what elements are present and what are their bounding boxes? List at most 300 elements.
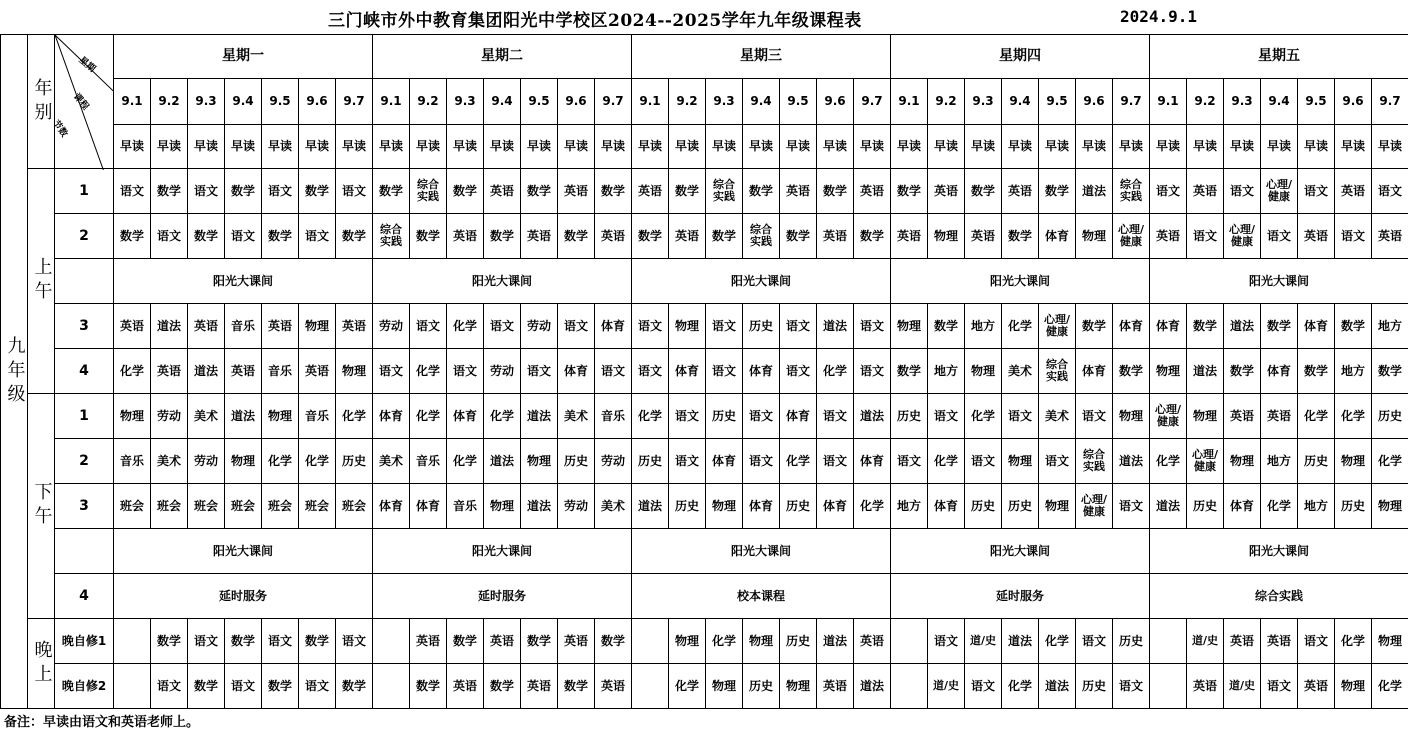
subject-cell: 数学 bbox=[558, 214, 595, 259]
morning-read-cell: 早读 bbox=[1298, 125, 1335, 169]
subject-cell: 道法 bbox=[854, 394, 891, 439]
subject-cell: 语文 bbox=[854, 304, 891, 349]
date-cell: 9.1 bbox=[632, 79, 669, 125]
subject-cell: 英语 bbox=[891, 214, 928, 259]
subject-cell: 英语 bbox=[1372, 214, 1408, 259]
date-cell: 9.5 bbox=[1039, 79, 1076, 125]
subject-cell: 化学 bbox=[928, 439, 965, 484]
subject-cell: 班会 bbox=[151, 484, 188, 529]
subject-cell: 综合实践 bbox=[373, 214, 410, 259]
subject-cell: 劳动 bbox=[484, 349, 521, 394]
subject-cell: 物理 bbox=[225, 439, 262, 484]
morning-read-cell: 早读 bbox=[1150, 125, 1187, 169]
subject-cell: 英语 bbox=[447, 214, 484, 259]
subject-cell: 地方 bbox=[1261, 439, 1298, 484]
subject-cell: 数学 bbox=[262, 214, 299, 259]
subject-cell: 语文 bbox=[891, 439, 928, 484]
break-cell: 阳光大课间 bbox=[1150, 259, 1408, 304]
subject-cell: 体育 bbox=[373, 484, 410, 529]
morning-read-cell: 早读 bbox=[1002, 125, 1039, 169]
subject-cell: 语文 bbox=[965, 664, 1002, 709]
subject-cell: 历史 bbox=[891, 394, 928, 439]
section-am: 上午 bbox=[28, 169, 55, 394]
subject-cell bbox=[373, 619, 410, 664]
morning-read-cell: 早读 bbox=[336, 125, 373, 169]
subject-cell: 语文 bbox=[1076, 619, 1113, 664]
subject-cell: 心理/健康 bbox=[1076, 484, 1113, 529]
subject-cell: 美术 bbox=[188, 394, 225, 439]
morning-read-cell: 早读 bbox=[928, 125, 965, 169]
subject-cell: 化学 bbox=[484, 394, 521, 439]
subject-cell: 数学 bbox=[1224, 349, 1261, 394]
subject-cell: 化学 bbox=[965, 394, 1002, 439]
grade-column-label: 年别 bbox=[28, 34, 55, 169]
subject-cell: 物理 bbox=[1113, 394, 1150, 439]
date-cell: 9.2 bbox=[1187, 79, 1224, 125]
subject-cell: 物理 bbox=[336, 349, 373, 394]
morning-read-cell: 早读 bbox=[1039, 125, 1076, 169]
subject-cell: 数学 bbox=[558, 664, 595, 709]
period-label: 晚自修2 bbox=[55, 664, 114, 709]
subject-cell: 语文 bbox=[928, 619, 965, 664]
subject-cell: 体育 bbox=[854, 439, 891, 484]
subject-cell: 班会 bbox=[299, 484, 336, 529]
date-cell: 9.4 bbox=[225, 79, 262, 125]
date-cell: 9.5 bbox=[262, 79, 299, 125]
subject-cell: 数学 bbox=[817, 169, 854, 214]
subject-cell: 音乐 bbox=[410, 439, 447, 484]
corner-period-label: 节数 bbox=[50, 118, 69, 140]
period-label: 晚自修1 bbox=[55, 619, 114, 664]
subject-cell: 英语 bbox=[1335, 169, 1372, 214]
subject-cell: 英语 bbox=[928, 169, 965, 214]
date-cell: 9.1 bbox=[891, 79, 928, 125]
subject-cell: 地方 bbox=[1298, 484, 1335, 529]
subject-cell: 英语 bbox=[558, 619, 595, 664]
date-cell: 9.4 bbox=[1261, 79, 1298, 125]
subject-cell: 语文 bbox=[410, 304, 447, 349]
subject-cell: 数学 bbox=[410, 664, 447, 709]
subject-cell: 物理 bbox=[1372, 619, 1408, 664]
morning-read-cell: 早读 bbox=[1113, 125, 1150, 169]
subject-cell: 数学 bbox=[928, 304, 965, 349]
subject-cell: 英语 bbox=[262, 304, 299, 349]
schedule-date: 2024.9.1 bbox=[1120, 7, 1198, 26]
subject-cell: 体育 bbox=[780, 394, 817, 439]
subject-cell: 综合实践 bbox=[1076, 439, 1113, 484]
subject-cell: 英语 bbox=[1298, 214, 1335, 259]
subject-cell: 体育 bbox=[595, 304, 632, 349]
break-cell: 阳光大课间 bbox=[114, 259, 373, 304]
subject-cell: 语文 bbox=[151, 214, 188, 259]
subject-cell: 历史 bbox=[632, 439, 669, 484]
subject-cell: 数学 bbox=[114, 214, 151, 259]
subject-cell: 美术 bbox=[558, 394, 595, 439]
subject-cell: 道法 bbox=[817, 619, 854, 664]
subject-cell: 道/史 bbox=[1187, 619, 1224, 664]
break-cell: 阳光大课间 bbox=[632, 259, 891, 304]
subject-cell: 语文 bbox=[1372, 169, 1408, 214]
subject-cell: 数学 bbox=[854, 214, 891, 259]
subject-cell: 物理 bbox=[669, 304, 706, 349]
morning-read-cell: 早读 bbox=[1335, 125, 1372, 169]
date-cell: 9.6 bbox=[1335, 79, 1372, 125]
subject-cell: 数学 bbox=[188, 664, 225, 709]
morning-read-cell: 早读 bbox=[1187, 125, 1224, 169]
date-cell: 9.4 bbox=[484, 79, 521, 125]
subject-cell: 英语 bbox=[854, 619, 891, 664]
subject-cell: 班会 bbox=[262, 484, 299, 529]
subject-cell: 历史 bbox=[780, 619, 817, 664]
subject-cell: 语文 bbox=[780, 349, 817, 394]
subject-cell: 历史 bbox=[669, 484, 706, 529]
subject-cell: 历史 bbox=[1335, 484, 1372, 529]
subject-cell: 化学 bbox=[114, 349, 151, 394]
morning-read-cell: 早读 bbox=[669, 125, 706, 169]
subject-cell: 地方 bbox=[891, 484, 928, 529]
subject-cell: 语文 bbox=[299, 214, 336, 259]
activity-cell: 校本课程 bbox=[632, 574, 891, 619]
subject-cell: 数学 bbox=[1039, 169, 1076, 214]
subject-cell: 英语 bbox=[1150, 214, 1187, 259]
subject-cell: 数学 bbox=[632, 214, 669, 259]
break-cell: 阳光大课间 bbox=[373, 529, 632, 574]
subject-cell: 数学 bbox=[891, 349, 928, 394]
morning-read-cell: 早读 bbox=[484, 125, 521, 169]
subject-cell bbox=[891, 664, 928, 709]
subject-cell: 英语 bbox=[484, 169, 521, 214]
subject-cell: 物理 bbox=[1335, 439, 1372, 484]
subject-cell: 物理 bbox=[1224, 439, 1261, 484]
subject-cell: 道法 bbox=[632, 484, 669, 529]
morning-read-cell: 早读 bbox=[558, 125, 595, 169]
subject-cell: 数学 bbox=[151, 619, 188, 664]
morning-read-cell: 早读 bbox=[743, 125, 780, 169]
subject-cell: 语文 bbox=[262, 169, 299, 214]
subject-cell: 美术 bbox=[1039, 394, 1076, 439]
subject-cell: 语文 bbox=[1113, 664, 1150, 709]
subject-cell: 语文 bbox=[595, 349, 632, 394]
date-cell: 9.6 bbox=[558, 79, 595, 125]
subject-cell: 劳动 bbox=[373, 304, 410, 349]
subject-cell: 英语 bbox=[484, 619, 521, 664]
morning-read-cell: 早读 bbox=[854, 125, 891, 169]
subject-cell: 语文 bbox=[1187, 214, 1224, 259]
subject-cell: 劳动 bbox=[558, 484, 595, 529]
subject-cell: 数学 bbox=[1113, 349, 1150, 394]
subject-cell: 语文 bbox=[262, 619, 299, 664]
period-label: 3 bbox=[55, 304, 114, 349]
subject-cell: 化学 bbox=[410, 349, 447, 394]
subject-cell: 体育 bbox=[1261, 349, 1298, 394]
subject-cell: 语文 bbox=[521, 349, 558, 394]
subject-cell: 心理/健康 bbox=[1150, 394, 1187, 439]
subject-cell: 数学 bbox=[1298, 349, 1335, 394]
date-cell: 9.3 bbox=[1224, 79, 1261, 125]
subject-cell: 道法 bbox=[151, 304, 188, 349]
subject-cell: 化学 bbox=[1335, 394, 1372, 439]
subject-cell: 英语 bbox=[1224, 619, 1261, 664]
subject-cell: 语文 bbox=[1298, 169, 1335, 214]
morning-read-cell: 早读 bbox=[1372, 125, 1408, 169]
subject-cell: 地方 bbox=[965, 304, 1002, 349]
subject-cell: 英语 bbox=[410, 619, 447, 664]
subject-cell bbox=[114, 664, 151, 709]
subject-cell: 道法 bbox=[1187, 349, 1224, 394]
morning-read-cell: 早读 bbox=[780, 125, 817, 169]
break-cell: 阳光大课间 bbox=[632, 529, 891, 574]
date-cell: 9.4 bbox=[1002, 79, 1039, 125]
subject-cell: 物理 bbox=[891, 304, 928, 349]
subject-cell: 物理 bbox=[706, 484, 743, 529]
subject-cell: 音乐 bbox=[225, 304, 262, 349]
subject-cell bbox=[114, 619, 151, 664]
subject-cell: 心理/健康 bbox=[1039, 304, 1076, 349]
subject-cell: 语文 bbox=[780, 304, 817, 349]
date-cell: 9.3 bbox=[188, 79, 225, 125]
date-cell: 9.3 bbox=[965, 79, 1002, 125]
subject-cell: 语文 bbox=[484, 304, 521, 349]
subject-cell: 班会 bbox=[188, 484, 225, 529]
date-cell: 9.6 bbox=[1076, 79, 1113, 125]
day-header: 星期二 bbox=[373, 34, 632, 79]
subject-cell: 语文 bbox=[669, 394, 706, 439]
morning-read-cell: 早读 bbox=[188, 125, 225, 169]
period-label bbox=[55, 259, 114, 304]
activity-cell: 综合实践 bbox=[1150, 574, 1408, 619]
subject-cell: 心理/健康 bbox=[1113, 214, 1150, 259]
subject-cell: 数学 bbox=[336, 664, 373, 709]
date-cell: 9.7 bbox=[854, 79, 891, 125]
subject-cell: 体育 bbox=[669, 349, 706, 394]
day-header: 星期五 bbox=[1150, 34, 1408, 79]
subject-cell: 语文 bbox=[336, 619, 373, 664]
date-cell: 9.6 bbox=[299, 79, 336, 125]
subject-cell: 化学 bbox=[1039, 619, 1076, 664]
subject-cell: 语文 bbox=[336, 169, 373, 214]
subject-cell: 道法 bbox=[1224, 304, 1261, 349]
period-label: 1 bbox=[55, 169, 114, 214]
subject-cell: 美术 bbox=[1002, 349, 1039, 394]
subject-cell: 心理/健康 bbox=[1187, 439, 1224, 484]
date-cell: 9.1 bbox=[373, 79, 410, 125]
subject-cell: 物理 bbox=[1335, 664, 1372, 709]
subject-cell: 物理 bbox=[965, 349, 1002, 394]
subject-cell: 英语 bbox=[1002, 169, 1039, 214]
subject-cell: 综合实践 bbox=[1113, 169, 1150, 214]
date-cell: 9.4 bbox=[743, 79, 780, 125]
subject-cell: 体育 bbox=[743, 349, 780, 394]
subject-cell: 体育 bbox=[928, 484, 965, 529]
subject-cell: 语文 bbox=[1113, 484, 1150, 529]
subject-cell: 道法 bbox=[1002, 619, 1039, 664]
subject-cell: 道法 bbox=[225, 394, 262, 439]
subject-cell: 道法 bbox=[854, 664, 891, 709]
subject-cell: 历史 bbox=[558, 439, 595, 484]
subject-cell: 体育 bbox=[1113, 304, 1150, 349]
subject-cell: 数学 bbox=[521, 619, 558, 664]
subject-cell: 劳动 bbox=[188, 439, 225, 484]
subject-cell bbox=[373, 664, 410, 709]
subject-cell: 道法 bbox=[817, 304, 854, 349]
subject-cell: 数学 bbox=[891, 169, 928, 214]
subject-cell: 语文 bbox=[373, 349, 410, 394]
date-cell: 9.3 bbox=[447, 79, 484, 125]
subject-cell: 英语 bbox=[595, 214, 632, 259]
subject-cell: 英语 bbox=[521, 214, 558, 259]
subject-cell: 数学 bbox=[595, 619, 632, 664]
break-cell: 阳光大课间 bbox=[373, 259, 632, 304]
subject-cell: 数学 bbox=[299, 619, 336, 664]
subject-cell: 数学 bbox=[1372, 349, 1408, 394]
timetable bbox=[0, 34, 1408, 710]
subject-cell: 语文 bbox=[225, 214, 262, 259]
morning-read-cell: 早读 bbox=[706, 125, 743, 169]
break-cell: 阳光大课间 bbox=[114, 529, 373, 574]
subject-cell: 数学 bbox=[743, 169, 780, 214]
subject-cell bbox=[1150, 619, 1187, 664]
subject-cell: 语文 bbox=[114, 169, 151, 214]
period-label: 1 bbox=[55, 394, 114, 439]
subject-cell: 物理 bbox=[484, 484, 521, 529]
subject-cell: 语文 bbox=[743, 394, 780, 439]
subject-cell: 语文 bbox=[632, 304, 669, 349]
subject-cell: 数学 bbox=[706, 214, 743, 259]
subject-cell: 语文 bbox=[928, 394, 965, 439]
period-label: 4 bbox=[55, 349, 114, 394]
subject-cell: 道法 bbox=[1150, 484, 1187, 529]
subject-cell: 历史 bbox=[1372, 394, 1408, 439]
subject-cell: 数学 bbox=[1076, 304, 1113, 349]
subject-cell: 物理 bbox=[706, 664, 743, 709]
subject-cell: 语文 bbox=[965, 439, 1002, 484]
subject-cell: 物理 bbox=[299, 304, 336, 349]
subject-cell: 数学 bbox=[965, 169, 1002, 214]
subject-cell: 道法 bbox=[521, 484, 558, 529]
subject-cell: 化学 bbox=[410, 394, 447, 439]
morning-read-cell: 早读 bbox=[410, 125, 447, 169]
subject-cell: 数学 bbox=[447, 169, 484, 214]
subject-cell: 物理 bbox=[114, 394, 151, 439]
subject-cell: 体育 bbox=[558, 349, 595, 394]
day-header: 星期一 bbox=[114, 34, 373, 79]
subject-cell: 历史 bbox=[1298, 439, 1335, 484]
subject-cell: 物理 bbox=[1039, 484, 1076, 529]
subject-cell: 体育 bbox=[706, 439, 743, 484]
morning-read-cell: 早读 bbox=[595, 125, 632, 169]
subject-cell: 体育 bbox=[447, 394, 484, 439]
subject-cell: 英语 bbox=[1224, 394, 1261, 439]
morning-read-cell: 早读 bbox=[1261, 125, 1298, 169]
date-cell: 9.6 bbox=[817, 79, 854, 125]
morning-read-cell: 早读 bbox=[225, 125, 262, 169]
subject-cell: 英语 bbox=[1187, 169, 1224, 214]
morning-read-cell: 早读 bbox=[447, 125, 484, 169]
subject-cell: 地方 bbox=[1335, 349, 1372, 394]
subject-cell: 班会 bbox=[114, 484, 151, 529]
subject-cell: 数学 bbox=[225, 619, 262, 664]
subject-cell: 英语 bbox=[1261, 394, 1298, 439]
subject-cell: 语文 bbox=[854, 349, 891, 394]
subject-cell: 化学 bbox=[1335, 619, 1372, 664]
subject-cell: 语文 bbox=[188, 169, 225, 214]
subject-cell: 语文 bbox=[1335, 214, 1372, 259]
subject-cell: 英语 bbox=[854, 169, 891, 214]
subject-cell: 化学 bbox=[1261, 484, 1298, 529]
subject-cell: 化学 bbox=[817, 349, 854, 394]
subject-cell: 英语 bbox=[336, 304, 373, 349]
subject-cell: 语文 bbox=[706, 304, 743, 349]
subject-cell: 体育 bbox=[743, 484, 780, 529]
date-cell: 9.1 bbox=[1150, 79, 1187, 125]
subject-cell: 英语 bbox=[669, 214, 706, 259]
subject-cell: 美术 bbox=[373, 439, 410, 484]
subject-cell: 英语 bbox=[965, 214, 1002, 259]
subject-cell: 英语 bbox=[188, 304, 225, 349]
subject-cell: 劳动 bbox=[595, 439, 632, 484]
subject-cell: 道/史 bbox=[1224, 664, 1261, 709]
subject-cell: 数学 bbox=[1261, 304, 1298, 349]
subject-cell: 数学 bbox=[151, 169, 188, 214]
subject-cell: 历史 bbox=[706, 394, 743, 439]
period-label: 4 bbox=[55, 574, 114, 619]
subject-cell: 物理 bbox=[1187, 394, 1224, 439]
subject-cell bbox=[632, 664, 669, 709]
subject-cell: 化学 bbox=[780, 439, 817, 484]
subject-cell: 英语 bbox=[817, 664, 854, 709]
subject-cell: 化学 bbox=[1372, 439, 1408, 484]
subject-cell: 语文 bbox=[558, 304, 595, 349]
subject-cell: 物理 bbox=[1150, 349, 1187, 394]
subject-cell: 音乐 bbox=[595, 394, 632, 439]
grade-label: 九年级 bbox=[0, 34, 28, 709]
subject-cell: 化学 bbox=[1002, 304, 1039, 349]
subject-cell: 体育 bbox=[1076, 349, 1113, 394]
subject-cell: 语文 bbox=[225, 664, 262, 709]
subject-cell: 体育 bbox=[1039, 214, 1076, 259]
date-cell: 9.5 bbox=[521, 79, 558, 125]
subject-cell: 语文 bbox=[1261, 214, 1298, 259]
subject-cell: 语文 bbox=[1002, 394, 1039, 439]
subject-cell: 物理 bbox=[1372, 484, 1408, 529]
subject-cell: 综合实践 bbox=[1039, 349, 1076, 394]
page-title: 三门峡市外中教育集团阳光中学校区2024--2025学年九年级课程表 bbox=[328, 11, 862, 31]
subject-cell: 语文 bbox=[743, 439, 780, 484]
section-pm: 下午 bbox=[28, 394, 55, 619]
subject-cell: 英语 bbox=[817, 214, 854, 259]
footnote: 备注：早读由语文和英语老师上。 bbox=[4, 715, 200, 730]
subject-cell: 化学 bbox=[447, 439, 484, 484]
subject-cell: 道法 bbox=[1076, 169, 1113, 214]
subject-cell: 化学 bbox=[336, 394, 373, 439]
subject-cell: 数学 bbox=[484, 214, 521, 259]
subject-cell: 数学 bbox=[447, 619, 484, 664]
subject-cell: 语文 bbox=[1039, 439, 1076, 484]
subject-cell: 物理 bbox=[928, 214, 965, 259]
morning-read-cell: 早读 bbox=[965, 125, 1002, 169]
subject-cell: 心理/健康 bbox=[1224, 214, 1261, 259]
date-cell: 9.2 bbox=[410, 79, 447, 125]
subject-cell: 语文 bbox=[188, 619, 225, 664]
subject-cell: 地方 bbox=[1372, 304, 1408, 349]
subject-cell: 数学 bbox=[225, 169, 262, 214]
subject-cell: 语文 bbox=[1224, 169, 1261, 214]
subject-cell: 体育 bbox=[1298, 304, 1335, 349]
subject-cell: 化学 bbox=[1298, 394, 1335, 439]
subject-cell: 化学 bbox=[706, 619, 743, 664]
subject-cell: 语文 bbox=[1261, 664, 1298, 709]
corner-header bbox=[50, 34, 114, 169]
